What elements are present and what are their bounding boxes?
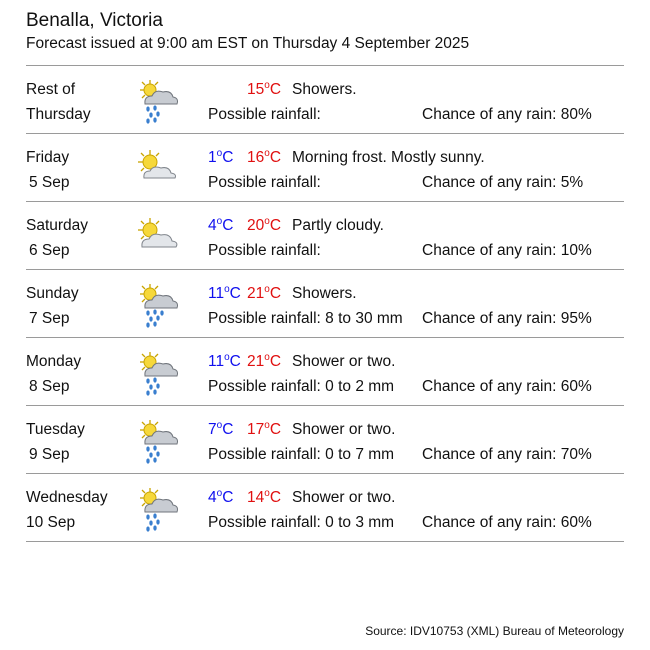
chance-of-rain: Chance of any rain: 95%: [422, 310, 592, 327]
chance-of-rain: Chance of any rain: 10%: [422, 242, 592, 259]
day-name: Monday: [26, 353, 82, 370]
chance-of-rain: Chance of any rain: 60%: [422, 378, 592, 395]
location-title: Benalla, Victoria: [26, 10, 163, 31]
max-temp: 14$^o$C: [247, 488, 282, 506]
day-name: Rest of: [26, 81, 76, 98]
max-temp: 21$^o$C: [247, 352, 282, 370]
possible-rainfall: Possible rainfall:: [208, 106, 321, 123]
source-attribution: Source: IDV10753 (XML) Bureau of Meteorology: [365, 624, 624, 638]
day-date: 7 Sep: [29, 310, 70, 327]
showers-icon: [132, 484, 182, 534]
forecast-day: [26, 338, 624, 406]
possible-rainfall: Possible rainfall: 0 to 7 mm: [208, 446, 395, 463]
forecast-day: [26, 134, 624, 202]
day-name: Wednesday: [26, 489, 108, 506]
forecast-description: Showers.: [292, 285, 357, 302]
forecast-description: Shower or two.: [292, 353, 396, 370]
max-temp: 20$^o$C: [247, 216, 282, 234]
showers-icon: [132, 280, 182, 330]
min-temp: 11$^o$C: [208, 284, 241, 302]
forecast-days: [26, 65, 624, 542]
chance-of-rain: Chance of any rain: 70%: [422, 446, 592, 463]
possible-rainfall: Possible rainfall:: [208, 174, 321, 191]
min-temp: 11$^o$C: [208, 352, 241, 370]
day-name: Saturday: [26, 217, 89, 234]
possible-rainfall: Possible rainfall: 0 to 2 mm: [208, 378, 395, 395]
mostly-sunny-icon: [132, 144, 182, 194]
issued-subtitle: Forecast issued at 9:00 am EST on Thursday 4 September 2025: [26, 35, 470, 52]
day-date: 10 Sep: [26, 514, 76, 531]
partly-cloudy-icon: [132, 212, 182, 262]
chance-of-rain: Chance of any rain: 80%: [422, 106, 592, 123]
forecast-day: [26, 474, 624, 542]
forecast-day: [26, 406, 624, 474]
forecast-description: Morning frost. Mostly sunny.: [292, 149, 485, 166]
chance-of-rain: Chance of any rain: 60%: [422, 514, 592, 531]
min-temp: 4$^o$C: [208, 488, 234, 506]
max-temp: 16$^o$C: [247, 148, 282, 166]
forecast-day: [26, 66, 624, 134]
max-temp: 21$^o$C: [247, 284, 282, 302]
day-name: Tuesday: [26, 421, 85, 438]
min-temp: 4$^o$C: [208, 216, 234, 234]
min-temp: 1$^o$C: [208, 148, 234, 166]
possible-rainfall: Possible rainfall: 0 to 3 mm: [208, 514, 395, 531]
forecast-day: [26, 270, 624, 338]
showers-icon: [132, 416, 182, 466]
max-temp: 17$^o$C: [247, 420, 282, 438]
day-date: 6 Sep: [29, 242, 70, 259]
forecast-day: [26, 202, 624, 270]
showers-icon: [132, 348, 182, 398]
forecast-description: Shower or two.: [292, 421, 396, 438]
day-date: Thursday: [26, 106, 91, 123]
forecast-description: Shower or two.: [292, 489, 396, 506]
day-date: 8 Sep: [29, 378, 70, 395]
day-date: 5 Sep: [29, 174, 70, 191]
forecast-header: [26, 8, 469, 54]
day-name: Friday: [26, 149, 70, 166]
day-name: Sunday: [26, 285, 79, 302]
day-date: 9 Sep: [29, 446, 70, 463]
showers-icon: [132, 76, 182, 126]
max-temp: 15$^o$C: [247, 80, 282, 98]
forecast-description: Showers.: [292, 81, 357, 98]
possible-rainfall: Possible rainfall:: [208, 242, 321, 259]
chance-of-rain: Chance of any rain: 5%: [422, 174, 584, 191]
min-temp: 7$^o$C: [208, 420, 234, 438]
possible-rainfall: Possible rainfall: 8 to 30 mm: [208, 310, 403, 327]
forecast-description: Partly cloudy.: [292, 217, 384, 234]
